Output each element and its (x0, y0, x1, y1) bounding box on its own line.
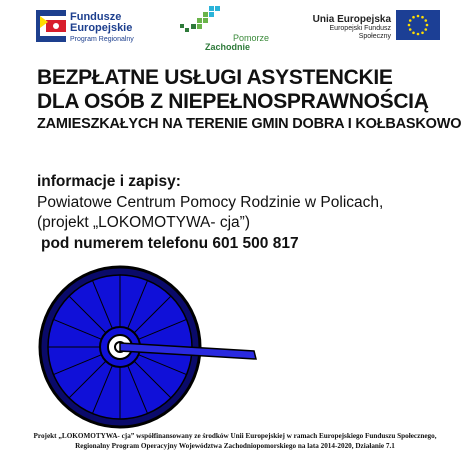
pomorze-line2: Zachodnie (205, 42, 251, 52)
eu-star-icon (421, 16, 424, 19)
pomorze-line1: Pomorze (233, 33, 270, 43)
ue-text (296, 14, 391, 40)
eu-star-icon (409, 19, 412, 22)
eu-star-icon (417, 33, 420, 36)
heading-line3: ZAMIESZKAŁYCH NA TERENIE GMIN DOBRA I KOŁBASKOWO (37, 115, 462, 132)
eu-star-icon (417, 15, 420, 18)
eu-star-icon (408, 24, 411, 27)
eu-star-icon (424, 28, 427, 31)
fundusze-line1: Fundusze (70, 11, 122, 23)
footer-line1: Projekt „LOKOMOTYWA- cja” współfinansowany ze środków Unii Europejskiej w ramach Europejskiego Funduszu Społecznego, (33, 432, 437, 440)
eu-star-icon (426, 24, 429, 27)
logo-bar (0, 0, 470, 62)
heading-line1: BEZPŁATNE USŁUGI ASYSTENCKIE (37, 66, 393, 89)
eu-flag-icon (396, 10, 440, 40)
eu-star-icon (412, 16, 415, 19)
info-block (37, 172, 383, 254)
info-line1: informacje i zapisy: (37, 173, 181, 190)
main-heading (37, 66, 461, 132)
footer-note (0, 432, 470, 451)
ue-line2: Europejski Fundusz Społeczny (329, 25, 391, 40)
eu-star-icon (409, 28, 412, 31)
info-line3: (projekt „LOKOMOTYWA- cja”) (37, 214, 250, 232)
fundusze-line2: Europejskie (70, 22, 133, 34)
fundusze-europejskie-logo (36, 10, 166, 52)
fundusze-text (70, 12, 134, 43)
pomorze-zachodnie-logo (175, 4, 270, 58)
eu-star-icon (421, 31, 424, 34)
pomorze-text (195, 34, 269, 52)
ue-line1: Unia Europejska (312, 14, 391, 25)
eu-star-icon (424, 19, 427, 22)
footer-line2: Regionalny Program Operacyjny Województwa Zachodniopomorskiego na lata 2014-2020, Działanie 7.1 (75, 441, 395, 450)
pomorze-pixel-icon (175, 4, 270, 34)
fundusze-line3: Program Regionalny (70, 36, 134, 43)
unia-europejska-logo (296, 10, 446, 50)
heading-line2: DLA OSÓB Z NIEPEŁNOSPRAWNOŚCIĄ (37, 89, 429, 113)
info-line4: pod numerem telefonu 601 500 817 (41, 234, 299, 252)
fundusze-star-icon (36, 10, 66, 42)
locomotive-wheel-illustration (38, 265, 308, 435)
eu-star-icon (412, 31, 415, 34)
info-line2: Powiatowe Centrum Pomocy Rodzinie w Policach, (37, 193, 384, 211)
